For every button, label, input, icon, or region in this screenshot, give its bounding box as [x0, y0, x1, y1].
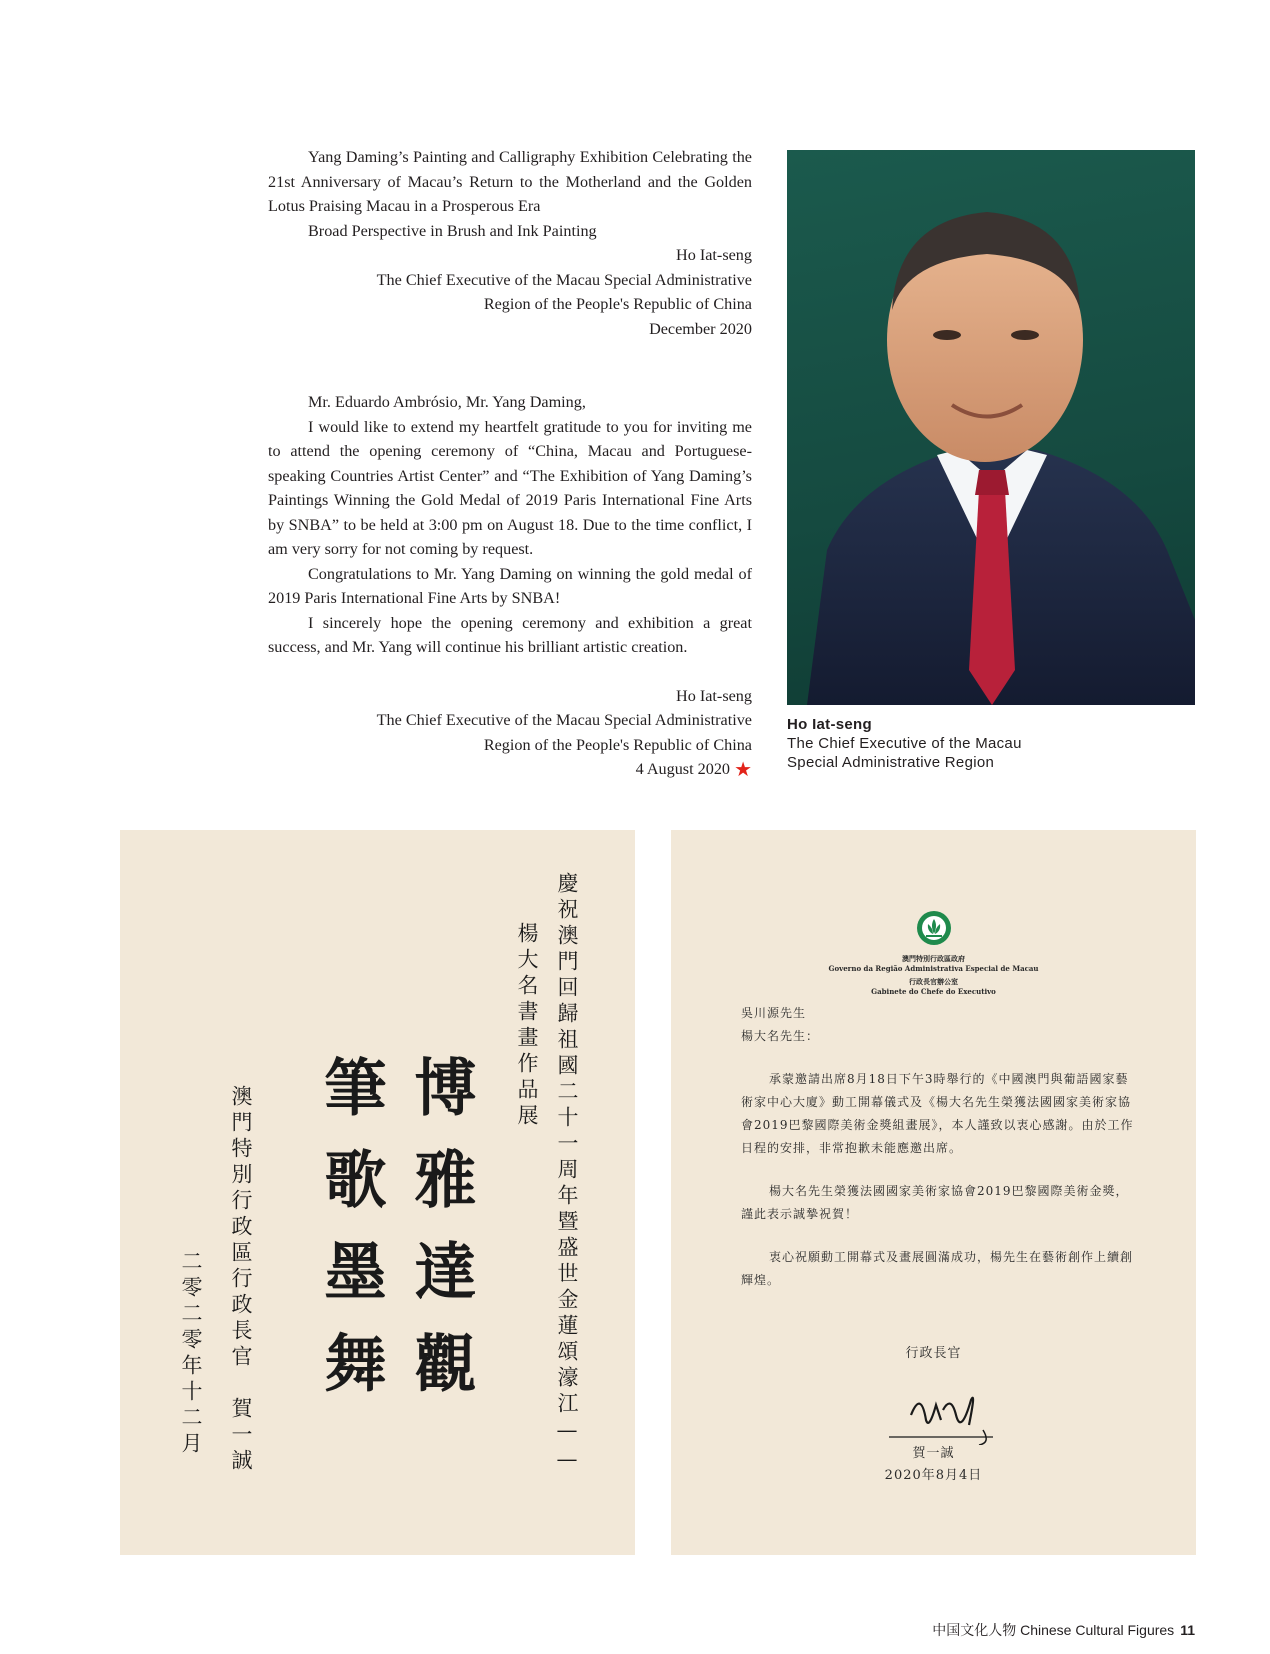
- portrait-photo: [787, 150, 1195, 705]
- paragraph: I sincerely hope the opening ceremony and exhibition a great success, and Mr. Yang will continue his brilliant artistic creation.: [268, 613, 752, 656]
- signature-date: 4 August 2020: [635, 760, 731, 778]
- signer-name: Ho Iat-seng: [676, 246, 752, 264]
- letter-paragraph: 承蒙邀請出席8月18日下午3時舉行的《中國澳門與葡語國家藝術家中心大廈》動工開幕儀式及《楊大名先生榮獲法國國家美術家協會2019巴黎國際美術金獎組畫展》，本人謹致以衷心感謝。由於工作日程的安排，非常抱歉未能應邀出席。: [741, 1072, 1134, 1155]
- header-office-zh: 行政長官辦公室: [909, 977, 958, 986]
- signature-date-line: [268, 757, 752, 782]
- page-footer: [932, 1620, 1195, 1640]
- closing-name: 賀一誠: [912, 1446, 955, 1461]
- calligraphy-main-1: 博雅達觀: [404, 1055, 477, 1423]
- closing-title: 行政長官: [905, 1346, 962, 1361]
- caption-title-line-2: Special Administrative Region: [787, 754, 995, 771]
- signer-title-line-2: Region of the People's Republic of China: [483, 735, 752, 754]
- official-letter-panel: [671, 830, 1196, 1555]
- portrait-caption: [787, 715, 1207, 772]
- caption-title-line-1: The Chief Executive of the Macau: [787, 735, 1022, 752]
- magazine-title: 中国文化人物 Chinese Cultural Figures: [932, 1622, 1175, 1638]
- caption-name: Ho Iat-seng: [787, 716, 872, 733]
- signer-name: Ho Iat-seng: [676, 686, 752, 705]
- paragraph: Congratulations to Mr. Yang Daming on winning the gold medal of 2019 Paris International Fine Arts by SNBA!: [268, 564, 752, 607]
- recipient-line: 吳川源先生: [741, 1006, 807, 1020]
- letter-paragraph: 衷心祝願動工開幕式及畫展圓滿成功，楊先生在藝術創作上續創輝煌。: [741, 1250, 1134, 1287]
- exhibition-subtitle: Broad Perspective in Brush and Ink Painting: [308, 221, 597, 240]
- signature-date: December 2020: [649, 319, 752, 338]
- calligraphy-title-1: 慶祝澳門回歸祖國二十一周年暨盛世金蓮頌濠江——: [555, 872, 579, 1476]
- calligraphy-main-2: 筆歌墨舞: [314, 1055, 387, 1423]
- official-letter-body: [741, 1002, 1141, 1292]
- salutation: Mr. Eduardo Ambrósio, Mr. Yang Daming,: [308, 393, 586, 411]
- macau-emblem-icon: [916, 910, 952, 946]
- calligraphy-date: 二零二零年十二月: [179, 1250, 203, 1458]
- closing-date: 2020年8月4日: [884, 1468, 983, 1483]
- paragraph: I would like to extend my heartfelt gratitude to you for inviting me to attend the opening ceremony of “China, Macau and Portuguese-speaking Countries Artist Center” and “The Exhibition of Yang Daming’s Paintings Winning the Gold Medal of 2019 Paris International Fine Arts by SNBA” to be held at 3:00 pm on August 18. Due to the time conflict, I am very sorry for not coming by request.: [268, 417, 752, 558]
- star-icon: ★: [734, 759, 752, 781]
- signer-title-line-1: The Chief Executive of the Macau Special Administrative: [376, 711, 752, 729]
- exhibition-title: Yang Daming’s Painting and Calligraphy Exhibition Celebrating the 21st Anniversary of Macau’s Return to the Motherland and the Golden Lotus Praising Macau in a Prosperous Era: [268, 148, 752, 215]
- letter-paragraph: 楊大名先生榮獲法國國家美術家協會2019巴黎國際美術金獎，謹此表示誠摯祝賀！: [741, 1184, 1129, 1221]
- header-government-pt: Governo da Região Administrativa Especial de Macau: [828, 964, 1039, 973]
- portrait-illustration: [787, 150, 1195, 705]
- letter-body: [268, 390, 752, 782]
- signer-title-line-1: The Chief Executive of the Macau Special Administrative: [376, 270, 752, 289]
- handwritten-signature: [881, 1385, 1001, 1445]
- page-number: 11: [1180, 1622, 1195, 1638]
- header-government-zh: 澳門特別行政區政府: [902, 954, 965, 963]
- calligraphy-panel: [120, 830, 635, 1555]
- recipient-line: 楊大名先生：: [741, 1029, 820, 1043]
- calligraphy-signer: 澳門特別行政區行政長官 賀一誠: [229, 1085, 253, 1475]
- letter-intro: [268, 145, 752, 341]
- signer-title-line-2: Region of the People's Republic of China: [483, 295, 752, 313]
- calligraphy-title-2: 楊大名書畫作品展: [515, 922, 539, 1130]
- header-office-pt: Gabinete do Chefe do Executivo: [871, 987, 996, 996]
